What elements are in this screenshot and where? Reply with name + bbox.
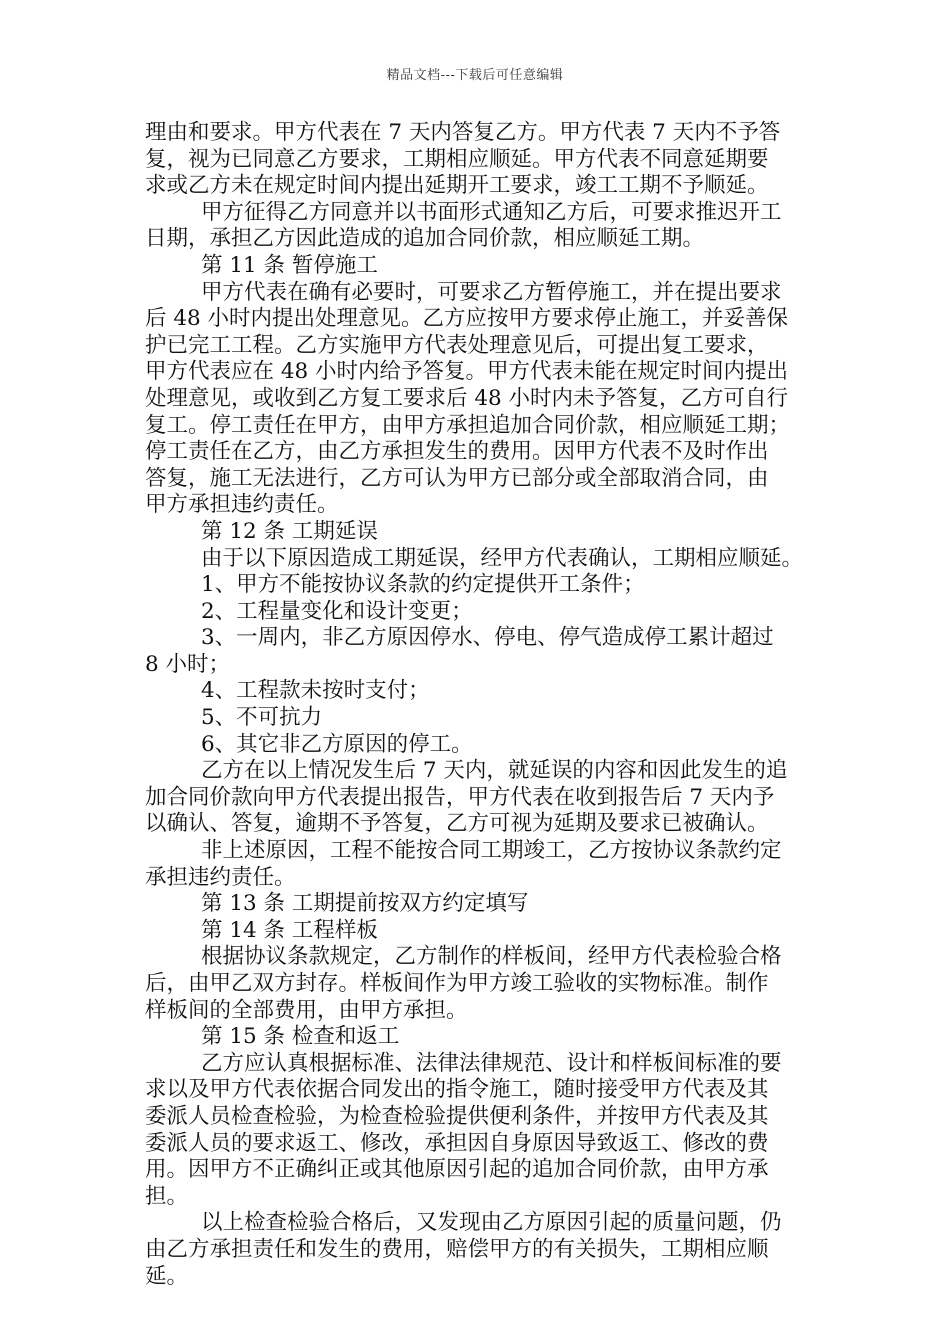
text-line: 以上检查检验合格后，又发现由乙方原因引起的质量问题，仍 [201,1210,782,1236]
text-line: 第 13 条 工期提前按双方约定填写 [201,891,529,917]
text-line: 后，由甲乙双方封存。样板间作为甲方竣工验收的实物标准。制作 [145,971,769,996]
text-line: 甲方代表应在 48 小时内给予答复。甲方代表未能在规定时间内提出 [145,359,789,385]
text-line: 样板间的全部费用，由甲方承担。 [145,997,468,1023]
text-line: 甲方征得乙方同意并以书面形式通知乙方后，可要求推迟开工 [201,199,782,225]
text-line: 3、一周内，非乙方原因停水、停电、停气造成停工累计超过 [201,625,774,651]
text-line: 求以及甲方代表依据合同发出的指令施工，随时接受甲方代表及其 [145,1077,769,1103]
text-line: 求或乙方未在规定时间内提出延期开工要求，竣工工期不予顺延。 [145,173,769,199]
text-line: 由于以下原因造成工期延误，经甲方代表确认，工期相应顺延。 [201,545,804,571]
text-line: 乙方应认真根据标准、法律法律规范、设计和样板间标准的要 [201,1050,782,1076]
text-line: 以确认、答复，逾期不予答复，乙方可视为延期及要求已被确认。 [145,811,769,837]
text-line: 延。 [145,1263,189,1289]
text-line: 后 48 小时内提出处理意见。乙方应按甲方要求停止施工，并妥善保 [145,306,789,332]
text-line: 担。 [145,1183,189,1209]
text-line: 理由和要求。甲方代表在 7 天内答复乙方。甲方代表 7 天内不予答 [145,120,781,145]
text-line: 乙方在以上情况发生后 7 天内，就延误的内容和因此发生的追 [201,758,788,784]
text-line: 加合同价款向甲方代表提出报告，甲方代表在收到报告后 7 天内予 [145,784,775,810]
text-line: 甲方代表在确有必要时，可要求乙方暂停施工，并在提出要求 [201,279,782,305]
document-body [145,120,815,1290]
text-line: 由乙方承担责任和发生的费用，赔偿甲方的有关损失，工期相应顺 [145,1236,769,1262]
text-line: 第 11 条 暂停施工 [201,252,378,278]
text-line: 1、甲方不能按协议条款的约定提供开工条件； [201,572,645,598]
text-line: 处理意见，或收到乙方复工要求后 48 小时内未予答复，乙方可自行 [145,385,789,411]
text-line: 第 15 条 检查和返工 [201,1024,400,1050]
text-line: 4、工程款未按时支付； [201,678,430,704]
page-header: 精品文档---下载后可任意编辑 [386,68,564,83]
text-line: 承担违约责任。 [145,864,296,890]
text-line: 护已完工工程。乙方实施甲方代表处理意见后，可提出复工要求， [145,332,769,358]
text-line: 根据协议条款规定，乙方制作的样板间，经甲方代表检验合格 [201,944,782,970]
text-line: 第 12 条 工期延误 [201,518,378,544]
text-line: 第 14 条 工程样板 [201,917,378,943]
text-line: 委派人员检查检验，为检查检验提供便利条件，并按甲方代表及其 [145,1103,769,1129]
text-line: 5、不可抗力 [201,705,323,731]
text-line: 2、工程量变化和设计变更； [201,598,473,624]
text-line: 甲方承担违约责任。 [145,492,339,518]
text-line: 6、其它非乙方原因的停工。 [201,731,473,757]
text-line: 用。因甲方不正确纠正或其他原因引起的追加合同价款，由甲方承 [145,1157,769,1183]
text-line: 答复，施工无法进行，乙方可认为甲方已部分或全部取消合同，由 [145,465,769,491]
text-line: 非上述原因，工程不能按合同工期竣工，乙方按协议条款约定 [201,838,782,864]
text-line: 停工责任在乙方，由乙方承担发生的费用。因甲方代表不及时作出 [145,439,769,465]
text-line: 委派人员的要求返工、修改，承担因自身原因导致返工、修改的费 [145,1130,769,1156]
text-line: 日期，承担乙方因此造成的追加合同价款，相应顺延工期。 [145,226,705,252]
text-line: 复工。停工责任在甲方，由甲方承担追加合同价款，相应顺延工期； [145,412,791,438]
text-line: 复，视为已同意乙方要求，工期相应顺延。甲方代表不同意延期要 [145,146,769,172]
text-line: 8 小时； [145,651,231,677]
